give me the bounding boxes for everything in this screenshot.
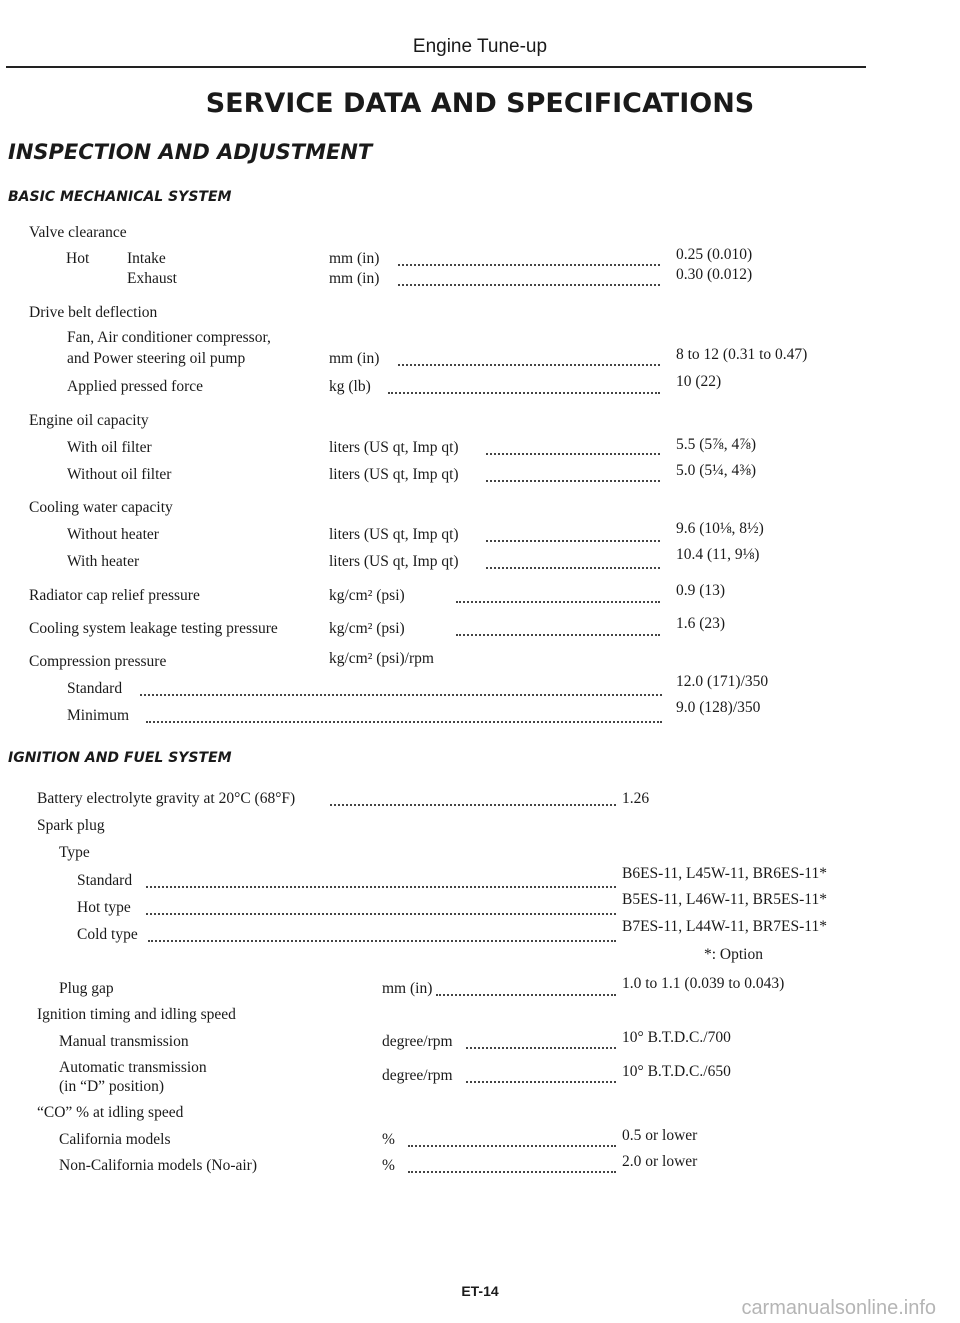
leader-dots [466,1047,616,1049]
force-value: 10 (22) [676,373,722,390]
automatic-label-line1: Automatic transmission [59,1059,207,1076]
page-header: Engine Tune-up [412,36,548,57]
without-heater-label: Without heater [67,526,159,543]
leader-dots [408,1145,616,1147]
page-title: SERVICE DATA AND SPECIFICATIONS [205,88,755,119]
with-heater-label: With heater [67,553,140,570]
leader-dots [486,453,660,455]
with-heater-value: 10.4 (11, 9⅛) [676,546,760,563]
ignition-heading: IGNITION AND FUEL SYSTEM [8,750,232,766]
leader-dots [146,913,616,915]
compression-unit: kg/cm² (psi)/rpm [329,650,434,667]
intake-label: Intake [127,250,166,267]
plug-type-label: Type [59,844,90,861]
force-unit: kg (lb) [329,378,371,395]
compression-standard-value: 12.0 (171)/350 [676,673,769,690]
leader-dots [388,392,660,394]
manual-value: 10° B.T.D.C./700 [622,1029,731,1046]
leader-dots [408,1171,616,1173]
without-filter-label: Without oil filter [67,466,172,483]
plug-standard-label: Standard [77,872,133,889]
basic-heading: BASIC MECHANICAL SYSTEM [8,189,232,205]
fan-value: 8 to 12 (0.31 to 0.47) [676,346,808,363]
exhaust-label: Exhaust [127,270,177,287]
fan-unit: mm (in) [329,350,380,367]
leader-dots [398,284,660,286]
cooling-water-label: Cooling water capacity [29,499,173,516]
without-heater-value: 9.6 (10⅛, 8½) [676,520,764,537]
leader-dots [456,634,660,636]
plug-cold-label: Cold type [77,926,138,943]
compression-minimum-value: 9.0 (128)/350 [676,699,761,716]
battery-value: 1.26 [622,790,650,807]
leader-dots [486,540,660,542]
plug-standard-value: B6ES-11, L45W-11, BR6ES-11* [622,865,827,882]
leader-dots [456,601,660,603]
leader-dots [466,1081,616,1083]
header-rule [6,66,866,68]
with-heater-unit: liters (US qt, Imp qt) [329,553,459,570]
cooling-leak-value: 1.6 (23) [676,615,726,632]
leader-dots [146,886,616,888]
leader-dots [398,364,660,366]
page-number: ET-14 [461,1283,499,1299]
leader-dots [486,567,660,569]
leader-dots [146,721,662,723]
battery-label: Battery electrolyte gravity at 20°C (68°F) [37,790,296,807]
compression-standard-label: Standard [67,680,123,697]
exhaust-unit: mm (in) [329,270,380,287]
co-label: “CO” % at idling speed [37,1104,184,1121]
plug-gap-unit: mm (in) [382,980,433,997]
exhaust-value: 0.30 (0.012) [676,266,753,283]
leader-dots [436,994,616,996]
with-filter-value: 5.5 (5⅞, 4⅞) [676,436,757,453]
timing-label: Ignition timing and idling speed [37,1006,236,1023]
manual-unit: degree/rpm [382,1033,453,1050]
option-note: *: Option [704,946,763,963]
radiator-unit: kg/cm² (psi) [329,587,405,604]
plug-hot-value: B5ES-11, L46W-11, BR5ES-11* [622,891,827,908]
california-unit: % [382,1131,395,1148]
radiator-value: 0.9 (13) [676,582,726,599]
fan-label-line1: Fan, Air conditioner compressor, [67,329,271,346]
non-california-label: Non-California models (No-air) [59,1157,257,1174]
leader-dots [486,480,660,482]
cooling-leak-unit: kg/cm² (psi) [329,620,405,637]
applied-force-label: Applied pressed force [67,378,204,395]
automatic-value: 10° B.T.D.C./650 [622,1063,731,1080]
watermark: carmanualsonline.info [741,1297,936,1319]
hot-label: Hot [66,250,90,267]
plug-gap-value: 1.0 to 1.1 (0.039 to 0.043) [622,975,785,992]
leader-dots [148,940,616,942]
without-filter-value: 5.0 (5¼, 4⅜) [676,462,757,479]
california-label: California models [59,1131,171,1148]
with-filter-unit: liters (US qt, Imp qt) [329,439,459,456]
spark-plug-label: Spark plug [37,817,105,834]
plug-hot-label: Hot type [77,899,131,916]
leader-dots [330,804,616,806]
with-filter-label: With oil filter [67,439,152,456]
non-california-value: 2.0 or lower [622,1153,698,1170]
without-heater-unit: liters (US qt, Imp qt) [329,526,459,543]
without-filter-unit: liters (US qt, Imp qt) [329,466,459,483]
intake-unit: mm (in) [329,250,380,267]
valve-clearance-label: Valve clearance [29,224,127,241]
radiator-cap-label: Radiator cap relief pressure [29,587,200,604]
engine-oil-label: Engine oil capacity [29,412,149,429]
leader-dots [140,694,662,696]
fan-label-line2: and Power steering oil pump [67,350,246,367]
intake-value: 0.25 (0.010) [676,246,753,263]
plug-gap-label: Plug gap [59,980,114,997]
cooling-leak-label: Cooling system leakage testing pressure [29,620,278,637]
automatic-unit: degree/rpm [382,1067,453,1084]
compression-label: Compression pressure [29,653,167,670]
plug-cold-value: B7ES-11, L44W-11, BR7ES-11* [622,918,827,935]
leader-dots [398,264,660,266]
compression-minimum-label: Minimum [67,707,130,724]
section-heading: INSPECTION AND ADJUSTMENT [8,140,373,164]
non-california-unit: % [382,1157,395,1174]
california-value: 0.5 or lower [622,1127,698,1144]
drive-belt-label: Drive belt deflection [29,304,158,321]
automatic-label-line2: (in “D” position) [59,1078,165,1095]
manual-label: Manual transmission [59,1033,189,1050]
